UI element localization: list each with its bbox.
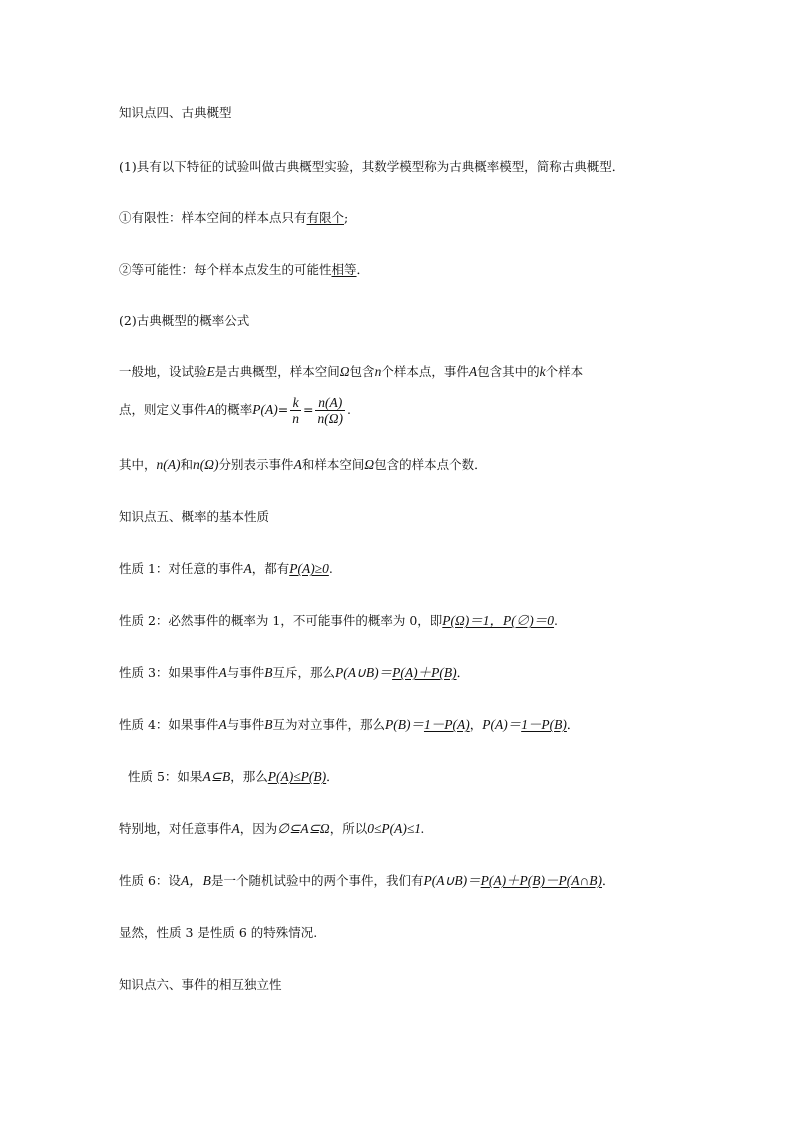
period: . (347, 402, 351, 417)
fraction-denominator: n (292, 411, 299, 426)
math-expression: P(A)＝ (482, 717, 522, 732)
period: . (554, 613, 559, 628)
period: ． (566, 717, 580, 732)
equals-sign: = (303, 402, 314, 417)
text-run: ，那么 (230, 769, 268, 784)
remark-text: 显然，性质 3 是性质 6 的特殊情况. (119, 925, 318, 940)
math-expression: P(B)＝ (384, 717, 424, 732)
text-run: 互斥，那么 (272, 665, 335, 680)
math-nOmega: n(Ω) (193, 457, 219, 472)
math-A: A (243, 561, 252, 576)
text-run: 特别地，对任意事件 (119, 821, 232, 836)
math-inequality: 0≤P(A)≤1. (367, 821, 425, 836)
remark-paragraph (119, 923, 317, 943)
property-3-answer: P(A)＋P(B) (392, 665, 457, 680)
property-4 (119, 715, 579, 735)
equal-likelihood-end: ． (356, 262, 370, 277)
section5-heading (119, 507, 269, 527)
notation-paragraph (119, 455, 487, 475)
text-run: ，都有 (251, 561, 290, 576)
text-run: 性质 5：如果 (128, 769, 203, 784)
text-run: 性质 2：必然事件的概率为 1，不可能事件的概率为 0，即 (119, 613, 443, 628)
text-run: 性质 4：如果事件 (119, 717, 219, 732)
period: ． (326, 769, 339, 784)
special-case-paragraph (119, 819, 424, 839)
property-4-answer-2: 1－P(B) (521, 717, 567, 732)
separator: ， (469, 717, 483, 732)
math-condition: A⊆B (202, 769, 231, 784)
text-run: 是古典概型，样本空间 (214, 364, 340, 379)
math-PA: P(A) (252, 402, 278, 417)
math-A: A (218, 717, 227, 732)
math-A: A (468, 364, 478, 379)
text-run: 性质 3：如果事件 (119, 665, 219, 680)
math-set-inclusion: ∅⊆A⊆Ω (277, 821, 330, 836)
fraction-numerator: n(A) (315, 395, 345, 411)
fraction-denominator: n(Ω) (317, 411, 343, 426)
text-run: 其中， (119, 457, 157, 472)
property-2 (119, 611, 558, 631)
property-5 (128, 767, 339, 787)
definition-text: (1)具有以下特征的试验叫做古典概型实验，其数学模型称为古典概率模型，简称古典概型． (119, 159, 625, 174)
math-k: k (539, 364, 546, 379)
general-paragraph-line1 (119, 362, 583, 382)
fraction-k-over-n (290, 395, 301, 426)
equals-sign: = (277, 402, 289, 417)
text-run: 性质 6：设 (119, 873, 181, 888)
math-expression: P(A∪B)＝ (423, 873, 481, 888)
formula-heading (119, 311, 249, 331)
property-1-answer: P(A)≥0 (289, 561, 329, 576)
equal-likelihood-item (119, 260, 369, 280)
finiteness-end: ; (344, 210, 349, 225)
math-B: B (264, 665, 273, 680)
property-6 (119, 871, 615, 891)
math-E: E (206, 364, 215, 379)
finiteness-answer: 有限个 (306, 210, 345, 225)
section4-title: 知识点四、古典概型 (119, 105, 232, 120)
math-A: A (218, 665, 227, 680)
property-4-answer-1: 1－P(A) (423, 717, 470, 732)
text-run: 分别表示事件 (218, 457, 294, 472)
math-nA: n(A) (156, 457, 181, 472)
text-run: 一般地，设试验 (119, 364, 207, 379)
math-A: A (293, 457, 302, 472)
section5-title: 知识点五、概率的基本性质 (119, 509, 270, 524)
text-run: 是一个随机试验中的两个事件，我们有 (210, 873, 424, 888)
text-run: 的概率 (214, 402, 253, 417)
math-expression: P(A∪B)＝ (334, 665, 393, 680)
formula-heading-text: (2)古典概型的概率公式 (119, 313, 250, 328)
property-6-answer: P(A)＋P(B)－P(A∩B) (480, 873, 603, 888)
text-run: 个样本点，事件 (381, 364, 469, 379)
finiteness-item (119, 208, 348, 228)
text-run: ，因为 (239, 821, 278, 836)
math-omega: Ω (339, 364, 350, 379)
property-3 (119, 663, 469, 683)
text-run: 点，则定义事件 (119, 402, 207, 417)
text-run: 和 (180, 457, 194, 472)
finiteness-text: ①有限性：样本空间的样本点只有 (119, 210, 307, 225)
equal-likelihood-text: ②等可能性：每个样本点发生的可能性 (119, 262, 332, 277)
property-1 (119, 559, 333, 579)
math-A: A (231, 821, 240, 836)
math-AB: A，B (180, 873, 211, 888)
section6-title: 知识点六、事件的相互独立性 (119, 977, 282, 992)
section6-heading (119, 975, 282, 995)
text-run: 包含 (349, 364, 375, 379)
text-run: 个样本 (545, 364, 584, 379)
text-run: ，所以 (329, 821, 368, 836)
math-n: n (374, 364, 382, 379)
fraction-numerator: k (290, 395, 301, 411)
math-A: A (206, 402, 215, 417)
classical-definition-paragraph (119, 157, 624, 177)
fraction-nA-over-nOmega (315, 395, 345, 426)
text-run: 包含的样本点个数． (374, 457, 487, 472)
equal-likelihood-answer: 相等 (331, 262, 357, 277)
text-run: 和样本空间 (301, 457, 365, 472)
period: ． (456, 665, 470, 680)
period: ． (602, 873, 615, 888)
probability-formula-line (119, 393, 351, 427)
text-run: 与事件 (226, 717, 265, 732)
property-2-answer: P(Ω)＝1，P(∅)＝0 (442, 613, 555, 628)
text-run: 性质 1：对任意的事件 (119, 561, 244, 576)
text-run: 互为对立事件，那么 (272, 717, 385, 732)
period: . (328, 561, 333, 576)
math-B: B (264, 717, 273, 732)
text-run: 包含其中的 (477, 364, 540, 379)
property-5-answer: P(A)≤P(B) (267, 769, 327, 784)
section4-heading (119, 103, 232, 123)
text-run: 与事件 (226, 665, 265, 680)
math-omega: Ω (364, 457, 375, 472)
